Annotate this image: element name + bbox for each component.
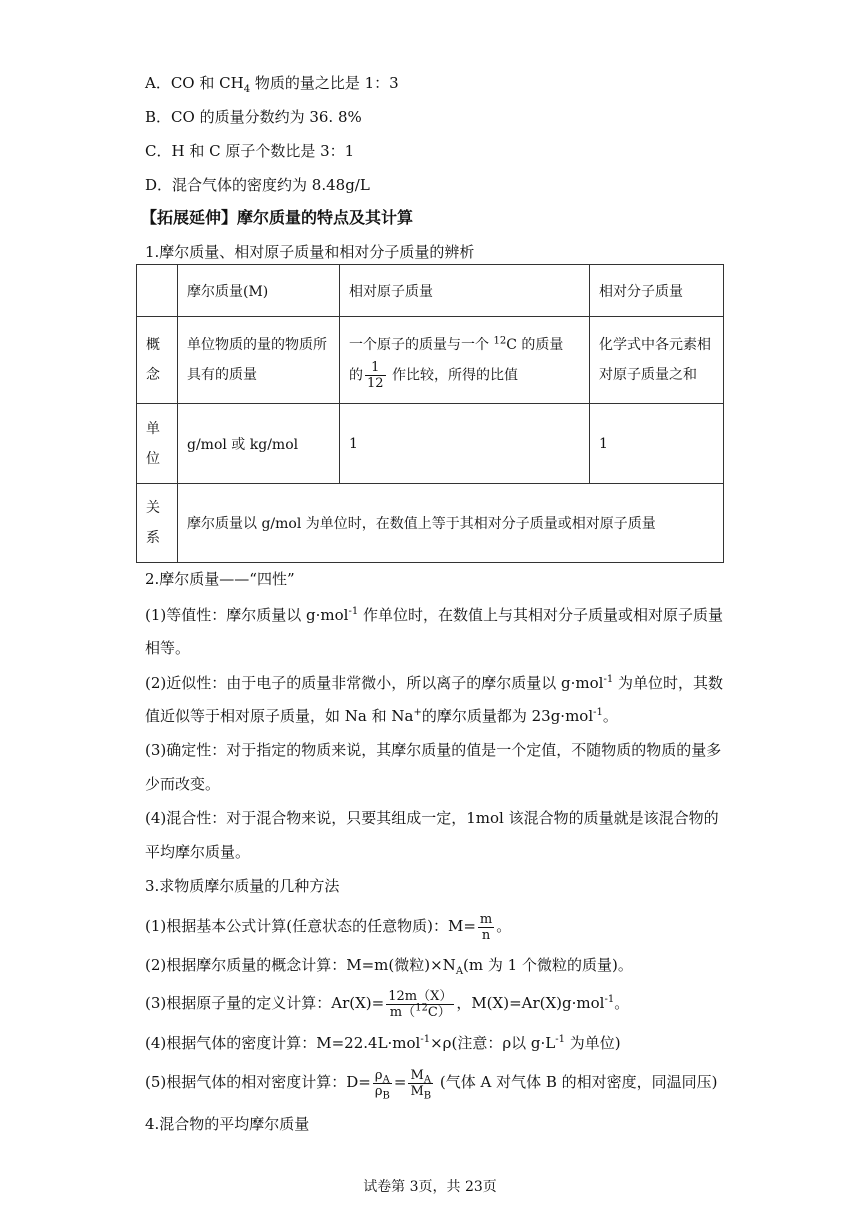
p2-item3-line1: (3)确定性：对于指定的物质来说，其摩尔质量的值是一个定值，不随物质的物质的量多 xyxy=(145,741,722,759)
method-4: (4)根据气体的密度计算：M=22.4L·mol$^{-1}$×ρ(注意：ρ以 $g\cdot L^{-1}$ 为单位) xyxy=(145,1034,621,1052)
fraction-molar-mass-ratio: $\frac{M_A}{M_B}$ xyxy=(410,1067,432,1102)
concept-molar-mass: 单位物质的量的物质所具有的质量 xyxy=(178,317,340,404)
option-b: B．CO 的质量分数约为 36. 8% xyxy=(145,108,362,126)
unit-relative-molecular-mass: 1 xyxy=(590,404,724,484)
unit-relative-atomic-mass: 1 xyxy=(340,404,590,484)
fraction-atomic-weight: $\frac{12m(X)}{m(^{12}C)}$ xyxy=(388,988,453,1020)
method-1: (1)根据基本公式计算(任意状态的任意物质)：M= $\frac{m}{n}$ 。 xyxy=(145,911,512,943)
option-a: A．CO 和 $CH_4$ 物质的量之比是 1：3 xyxy=(145,74,399,95)
concept-relative-atomic-mass: 一个原子的质量与一个 $^{12}$C 的质量 的 $\frac{1}{12}$ 作比较，所得的比值 xyxy=(340,317,590,404)
p3-title: 3.求物质摩尔质量的几种方法 xyxy=(145,877,340,895)
unit-molar-mass: g/mol 或 kg/mol xyxy=(178,404,340,484)
option-c: C．H 和 C 原子个数比是 3：1 xyxy=(145,142,355,160)
page-footer: 试卷第 3页，共 23页 xyxy=(363,1179,497,1195)
p1-title: 1.摩尔质量、相对原子质量和相对分子质量的辨析 xyxy=(145,243,475,261)
table-row-concept xyxy=(137,317,724,404)
table-row-unit xyxy=(137,404,724,484)
comparison-table xyxy=(136,264,724,563)
option-d: D．混合气体的密度约为 8.48g/L xyxy=(145,176,370,194)
p2-title: 2.摩尔质量——“四性” xyxy=(145,570,295,588)
header-relative-molecular-mass: 相对分子质量 xyxy=(590,265,724,317)
p2-item1-line2: 相等。 xyxy=(145,639,191,657)
p2-item2-line1: (2)近似性：由于电子的质量非常微小，所以离子的摩尔质量以 g·mol$^{-1}$ 为单位时，其数 xyxy=(145,674,723,692)
fraction-one-twelfth: $\frac{1}{12}$ xyxy=(367,359,384,391)
section-heading: 【拓展延伸】摩尔质量的特点及其计算 xyxy=(141,208,414,227)
row-label-relation: 关系 xyxy=(137,484,178,563)
table-header-row xyxy=(137,265,724,317)
p2-item3-line2: 少而改变。 xyxy=(145,775,221,793)
method-2: (2)根据摩尔质量的概念计算：M=m(微粒)$\times N_A(m$ 为 1 个微粒的质量)。 xyxy=(145,956,633,977)
p2-item1-line1: (1)等值性：摩尔质量以 g·mol$^{-1}$ 作单位时，在数值上与其相对分子质量或相对原子质量 xyxy=(145,606,723,624)
row-label-concept: 概念 xyxy=(137,317,178,404)
header-relative-atomic-mass: 相对原子质量 xyxy=(340,265,590,317)
method-5: (5)根据气体的相对密度计算：D= $\frac{\rho_A}{\rho_B}$ = $\frac{M_A}{M_B}$ (气体 A 对气体 B 的相对密度，同温同压) xyxy=(145,1067,718,1102)
p2-item4-line2: 平均摩尔质量。 xyxy=(145,843,251,861)
method-3: (3)根据原子量的定义计算：Ar(X)= $\frac{12m(X)}{m(^{12}C)}$ ，M(X)=Ar(X)g·mol$^{-1}$。 xyxy=(145,988,630,1020)
table-row-relation xyxy=(137,484,724,563)
concept-relative-molecular-mass: 化学式中各元素相对原子质量之和 xyxy=(590,317,724,404)
fraction-m-over-n: $\frac{m}{n}$ xyxy=(479,911,493,943)
p2-item4-line1: (4)混合性：对于混合物来说，只要其组成一定，1mol 该混合物的质量就是该混合物的 xyxy=(145,809,719,827)
relation-text: 摩尔质量以 g/mol 为单位时，在数值上等于其相对分子质量或相对原子质量 xyxy=(178,484,724,563)
header-molar-mass: 摩尔质量(M) xyxy=(178,265,340,317)
fraction-density-ratio: $\frac{\rho_A}{\rho_B}$ xyxy=(374,1067,390,1102)
p2-item2-line2: 值近似等于相对原子质量，如 Na 和 Na+的摩尔质量都为 23g·mol$^{-1}$。 xyxy=(145,707,618,725)
p4-title: 4.混合物的平均摩尔质量 xyxy=(145,1115,310,1133)
row-label-unit: 单位 xyxy=(137,404,178,484)
